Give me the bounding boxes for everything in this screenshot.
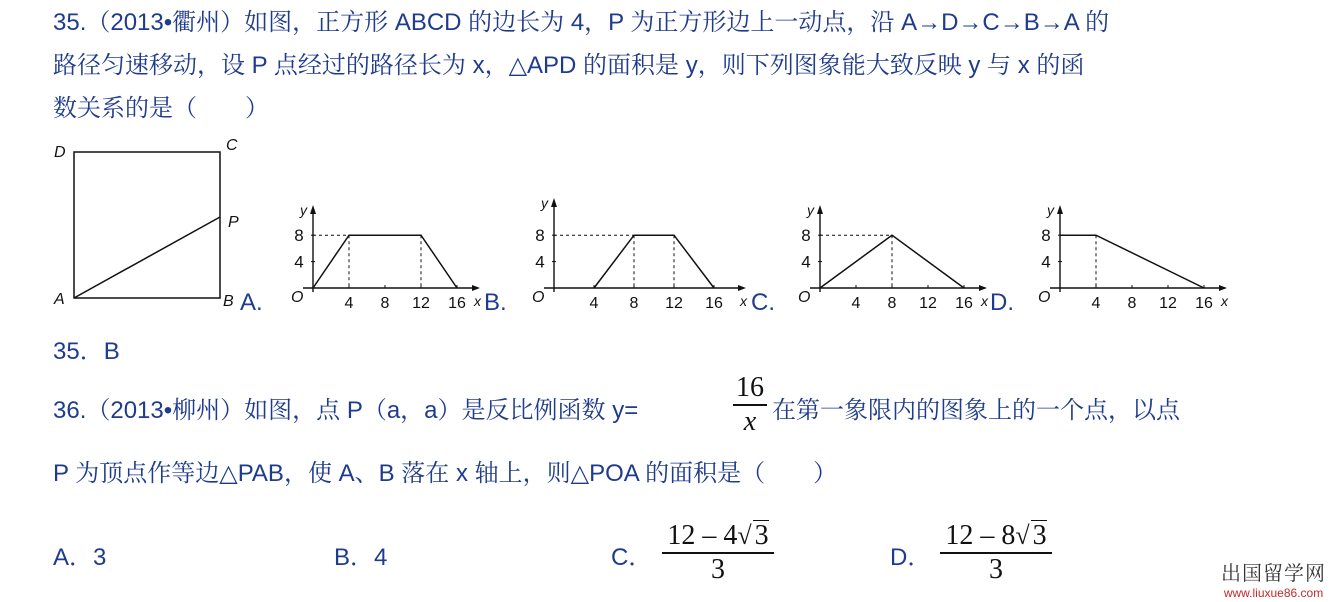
function-line (1060, 235, 1204, 288)
y-tick-label: 8 (1041, 226, 1051, 246)
q35-graph-d (1033, 200, 1233, 318)
y-axis-arrow (817, 205, 823, 214)
y-tick-label: 8 (535, 226, 545, 246)
label-b: B (223, 293, 234, 310)
x-axis-label: x (981, 293, 988, 309)
q36-option-d-fraction: 12 – 8√ 3 3 (940, 520, 1052, 585)
x-axis-arrow (1219, 285, 1227, 291)
q36-option-d-den: 3 (989, 553, 1003, 585)
y-axis-label: y (807, 202, 814, 218)
q36-option-c-fraction: 12 – 4√ 3 3 (662, 520, 774, 585)
y-axis-label: y (541, 195, 548, 211)
x-tick-label: 8 (380, 295, 390, 312)
y-axis-label: y (1047, 202, 1054, 218)
function-line (594, 235, 714, 288)
x-tick-label: 4 (851, 295, 861, 312)
x-tick-label: 16 (1195, 295, 1213, 312)
x-tick-label: 12 (919, 295, 937, 312)
x-tick-label: 4 (589, 295, 599, 312)
q36-line-2: P 为顶点作等边△PAB，使 A、B 落在 x 轴上，则△POA 的面积是（ ） (53, 460, 838, 487)
y-tick-label: 8 (294, 226, 304, 246)
q36-option-a: A．3 (53, 544, 107, 571)
q36-fraction-num: 16 (736, 372, 764, 403)
x-tick-label: 12 (412, 295, 430, 312)
origin-label: O (1038, 289, 1051, 306)
q36-option-c-radicand: 3 (754, 520, 769, 551)
q36-fraction (733, 373, 767, 437)
y-axis-arrow (310, 205, 316, 214)
q35-line-1: 35.（2013•衢州）如图，正方形 ABCD 的边长为 4，P 为正方形边上一动点，沿 A→D→C→B→A 的 (53, 9, 1110, 36)
origin-label: O (532, 289, 545, 306)
watermark-url: www.liuxue86.com (1223, 586, 1324, 600)
q35-option-c-label: C. (751, 289, 775, 316)
y-tick-label: 4 (294, 252, 304, 272)
q35-graph-c (793, 200, 993, 318)
q36-line-1-pre: 36.（2013•柳州）如图，点 P（a，a）是反比例函数 y= (53, 397, 639, 424)
origin-label: O (291, 289, 304, 306)
x-tick-label: 12 (665, 295, 683, 312)
x-axis-label: x (740, 293, 747, 309)
y-tick-label: 8 (801, 226, 811, 246)
q35-option-d-label: D. (990, 289, 1014, 316)
label-p: P (228, 214, 239, 231)
q35-graph-a (286, 200, 486, 318)
square-abcd (74, 152, 220, 298)
q36-line-1-post: 在第一象限内的图象上的一个点，以点 (772, 397, 1180, 424)
x-tick-label: 16 (955, 295, 973, 312)
q35-option-a-label: A. (240, 289, 263, 316)
q36-option-d-radicand: 3 (1032, 520, 1047, 551)
q35-line-2: 路径匀速移动，设 P 点经过的路径长为 x，△APD 的面积是 y，则下列图象能大致反映 y 与 x 的函 (53, 52, 1085, 79)
x-tick-label: 16 (448, 295, 466, 312)
y-tick-label: 4 (801, 252, 811, 272)
y-axis-label: y (300, 202, 307, 218)
watermark-title: 出国留学网 (1221, 563, 1326, 585)
square-figure (45, 138, 255, 313)
x-tick-label: 16 (705, 295, 723, 312)
label-d: D (54, 144, 66, 161)
function-line (313, 235, 457, 288)
q36-fraction-den: x (743, 405, 757, 437)
x-axis-arrow (472, 285, 480, 291)
x-axis-label: x (1221, 293, 1228, 309)
x-axis-arrow (738, 285, 746, 291)
label-a: A (54, 291, 65, 308)
segment-ap (74, 217, 220, 298)
q36-option-d-label: D． (890, 544, 932, 571)
q36-option-c-num: 12 – 4 (667, 520, 738, 551)
y-axis-arrow (1057, 205, 1063, 214)
q35-line-3: 数关系的是（ ） (53, 95, 269, 122)
x-tick-label: 8 (629, 295, 639, 312)
q36-option-b: B．4 (334, 544, 388, 571)
label-c: C (226, 138, 238, 154)
origin-label: O (798, 289, 811, 306)
q36-option-c-den: 3 (711, 553, 725, 585)
q36-option-d-num: 12 – 8 (945, 520, 1016, 551)
q35-graph-b (527, 193, 752, 318)
x-tick-label: 4 (344, 295, 354, 312)
x-tick-label: 4 (1091, 295, 1101, 312)
y-axis-arrow (551, 198, 557, 207)
q35-option-b-label: B. (484, 289, 507, 316)
watermark (1221, 557, 1326, 600)
x-tick-label: 12 (1159, 295, 1177, 312)
y-tick-label: 4 (535, 252, 545, 272)
x-tick-label: 8 (887, 295, 897, 312)
y-tick-label: 4 (1041, 252, 1051, 272)
x-axis-arrow (979, 285, 987, 291)
q35-answer: 35．B (53, 338, 120, 365)
x-axis-label: x (474, 293, 481, 309)
x-tick-label: 8 (1127, 295, 1137, 312)
q36-option-c-label: C． (611, 544, 653, 571)
